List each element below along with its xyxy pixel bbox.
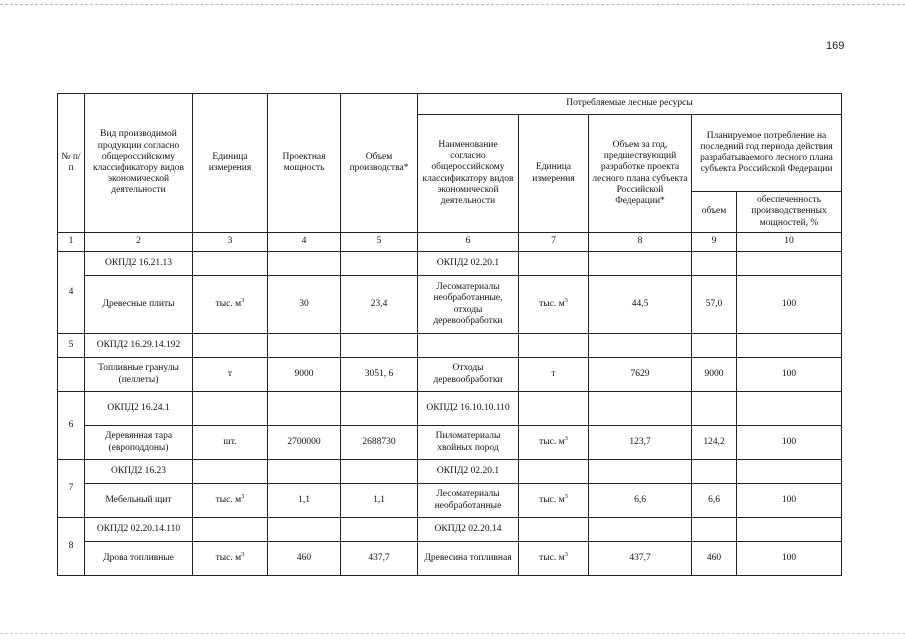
table-row — [58, 542, 842, 576]
column-numbers-row — [58, 233, 842, 252]
prev-volume-cell: 123,7 — [589, 426, 692, 460]
resource-name: Пиломатериалы хвойных пород — [418, 426, 519, 460]
table-row — [58, 334, 842, 358]
table-row — [58, 392, 842, 426]
header-prev-volume: Объем за год, предшествующий разработке проекта лесного плана субъекта Российской Федерации* — [589, 115, 692, 233]
planned-volume-cell: 460 — [692, 542, 737, 576]
prev-volume-cell: 44,5 — [589, 276, 692, 334]
capacity-cell: 460 — [268, 542, 341, 576]
product-code: ОКПД2 16.24.1 — [85, 392, 193, 426]
volume-cell: 3051, 6 — [341, 358, 418, 392]
column-number: 10 — [737, 233, 842, 252]
resource-unit-cell: тыс. $м^3$ — [519, 276, 589, 334]
product-code: ОКПД2 02.20.14.110 — [85, 518, 193, 542]
header-resource-unit: Единица измерения — [519, 115, 589, 233]
volume-cell: 2688730 — [341, 426, 418, 460]
planned-volume-cell: 6,6 — [692, 484, 737, 518]
header-volume: Объем производства* — [341, 94, 418, 233]
volume-cell: 437,7 — [341, 542, 418, 576]
column-number: 2 — [85, 233, 193, 252]
capacity-cell: 1,1 — [268, 484, 341, 518]
header-capacity: Проектная мощность — [268, 94, 341, 233]
row-number: 4 — [58, 252, 85, 334]
resource-code: ОКПД2 02.20.1 — [418, 460, 519, 484]
unit-cell: шт. — [193, 426, 268, 460]
product-name: Топливные гранулы (пеллеты) — [85, 358, 193, 392]
prev-volume-cell: 437,7 — [589, 542, 692, 576]
table-row — [58, 358, 842, 392]
row-number: 6 — [58, 392, 85, 460]
header-resource-name: Наименование согласно общероссийскому классификатору видов экономической деятельности — [418, 115, 519, 233]
resource-name: Отходы деревообработки — [418, 358, 519, 392]
header-resources: Потребляемые лесные ресурсы — [418, 94, 842, 115]
product-name: Дрова топливные — [85, 542, 193, 576]
capacity-cell: 2700000 — [268, 426, 341, 460]
column-number: 7 — [519, 233, 589, 252]
planned-volume-cell: 57,0 — [692, 276, 737, 334]
capacity-cell: 9000 — [268, 358, 341, 392]
unit-cell: т — [193, 358, 268, 392]
header-planned-volume: объем — [692, 192, 737, 233]
provision-cell: 100 — [737, 484, 842, 518]
resource-unit-cell: тыс. $м^3$ — [519, 484, 589, 518]
capacity-cell: 30 — [268, 276, 341, 334]
table-row — [58, 484, 842, 518]
unit-cell: тыс. $м^3$ — [193, 276, 268, 334]
provision-cell: 100 — [737, 276, 842, 334]
product-name: Мебельный щит — [85, 484, 193, 518]
header-planned: Планируемое потребление на последний год периода действия разрабатываемого лесного плана субъекта Российской Федерации — [692, 115, 842, 192]
page-top-edge — [0, 4, 905, 5]
resource-code — [418, 334, 519, 358]
column-number: 8 — [589, 233, 692, 252]
resource-unit-cell: тыс. $м^3$ — [519, 542, 589, 576]
column-number: 3 — [193, 233, 268, 252]
resource-code: ОКПД2 02.20.14 — [418, 518, 519, 542]
forest-resources-table — [57, 93, 842, 576]
column-number: 9 — [692, 233, 737, 252]
volume-cell: 1,1 — [341, 484, 418, 518]
header-unit: Единица измерения — [193, 94, 268, 233]
planned-volume-cell: 124,2 — [692, 426, 737, 460]
table-row — [58, 276, 842, 334]
table-row — [58, 518, 842, 542]
unit-cell: тыс. $м^3$ — [193, 484, 268, 518]
column-number: 4 — [268, 233, 341, 252]
resource-name: Лесоматериалы необработанные, отходы деревообработки — [418, 276, 519, 334]
header-product: Вид производимой продукции согласно общероссийскому классификатору видов экономической деятельности — [85, 94, 193, 233]
volume-cell: 23,4 — [341, 276, 418, 334]
resource-unit-cell: т — [519, 358, 589, 392]
resource-name: Лесоматериалы необработанные — [418, 484, 519, 518]
planned-volume-cell: 9000 — [692, 358, 737, 392]
product-name: Деревянная тара (европоддоны) — [85, 426, 193, 460]
row-number: 8 — [58, 518, 85, 576]
resource-unit-cell: тыс. $м^3$ — [519, 426, 589, 460]
column-number: 5 — [341, 233, 418, 252]
provision-cell: 100 — [737, 542, 842, 576]
column-number: 6 — [418, 233, 519, 252]
unit-cell: тыс. $м^3$ — [193, 542, 268, 576]
table-row — [58, 460, 842, 484]
row-number: 5 — [58, 334, 85, 358]
header-provision: обеспеченность производственных мощностей, % — [737, 192, 842, 233]
page-number: 169 — [826, 40, 845, 52]
provision-cell: 100 — [737, 358, 842, 392]
table-row — [58, 252, 842, 276]
prev-volume-cell: 6,6 — [589, 484, 692, 518]
provision-cell: 100 — [737, 426, 842, 460]
row-number: 7 — [58, 460, 85, 518]
table-row — [58, 426, 842, 460]
product-code: ОКПД2 16.23 — [85, 460, 193, 484]
resource-code: ОКПД2 02.20.1 — [418, 252, 519, 276]
resource-name: Древесина топливная — [418, 542, 519, 576]
prev-volume-cell: 7629 — [589, 358, 692, 392]
header-num: № п/п — [58, 94, 85, 233]
page-bottom-edge — [0, 633, 905, 634]
product-name: Древесные плиты — [85, 276, 193, 334]
product-code: ОКПД2 16.29.14.192 — [85, 334, 193, 358]
product-code: ОКПД2 16.21.13 — [85, 252, 193, 276]
column-number: 1 — [58, 233, 85, 252]
resource-code: ОКПД2 16.10.10.110 — [418, 392, 519, 426]
